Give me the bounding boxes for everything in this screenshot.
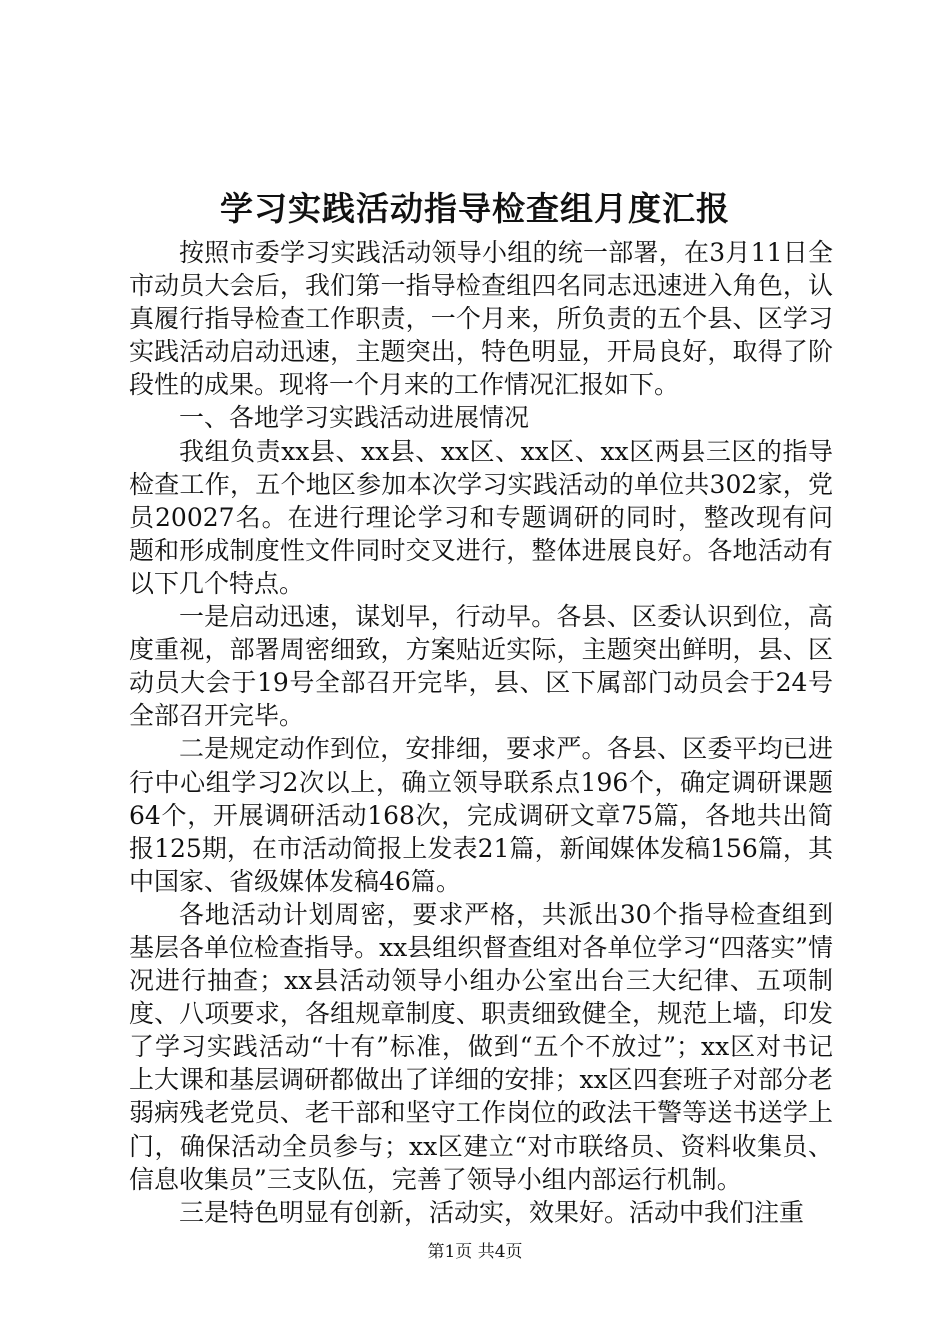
- paragraph-scope: 我组负责xx县、xx县、xx区、xx区、xx区两县三区的指导检查工作，五个地区参加本次学习实践活动的单位共302家，党员20027名。在进行理论学习和专题调研的同时，整改现有问题和形成制度性文件同时交叉进行，整体进展良好。各地活动有以下几个特点。: [129, 436, 833, 598]
- paragraph-feature-3: 三是特色明显有创新，活动实，效果好。活动中我们注重: [179, 1197, 805, 1227]
- paragraph-feature-2: 二是规定动作到位，安排细，要求严。各县、区委平均已进行中心组学习2次以上，确立领导联系点196个，确定调研课题64个，开展调研活动168次，完成调研文章75篇，各地共出简报125期，在市活动简报上发表21篇，新闻媒体发稿156篇，其中国家、省级媒体发稿46篇。: [129, 734, 833, 896]
- paragraph-feature-1: 一是启动迅速，谋划早，行动早。各县、区委认识到位，高度重视，部署周密细致，方案贴近实际，主题突出鲜明，县、区动员大会于19号全部召开完毕，县、区下属部门动员会于24号全部召开完毕。: [129, 602, 833, 731]
- paragraph-plans: 各地活动计划周密，要求严格，共派出30个指导检查组到基层各单位检查指导。xx县组织督查组对各单位学习“四落实”情况进行抽查；xx县活动领导小组办公室出台三大纪律、五项制度、八项要求，各组规章制度、职责细致健全，规范上墙，印发了学习实践活动“十有”标准，做到“五个不放过”；xx区对书记上大课和基层调研都做出了详细的安排；xx区四套班子对部分老弱病残老党员、老干部和坚守工作岗位的政法干警等送书送学上门，确保活动全员参与；xx区建立“对市联络员、资料收集员、信息收集员”三支队伍，完善了领导小组内部运行机制。: [129, 899, 833, 1194]
- paragraph-intro: 按照市委学习实践活动领导小组的统一部署，在3月11日全市动员大会后，我们第一指导检查组四名同志迅速进入角色，认真履行指导检查工作职责，一个月来，所负责的五个县、区学习实践活动启动迅速，主题突出，特色明显，开局良好，取得了阶段性的成果。现将一个月来的工作情况汇报如下。: [129, 238, 833, 400]
- page-number-footer: 第1页 共4页: [427, 1242, 523, 1262]
- document-title: 学习实践活动指导检查组月度汇报: [220, 189, 730, 228]
- document-body: [129, 236, 833, 1229]
- section-heading-1: 一、各地学习实践活动进展情况: [179, 403, 530, 433]
